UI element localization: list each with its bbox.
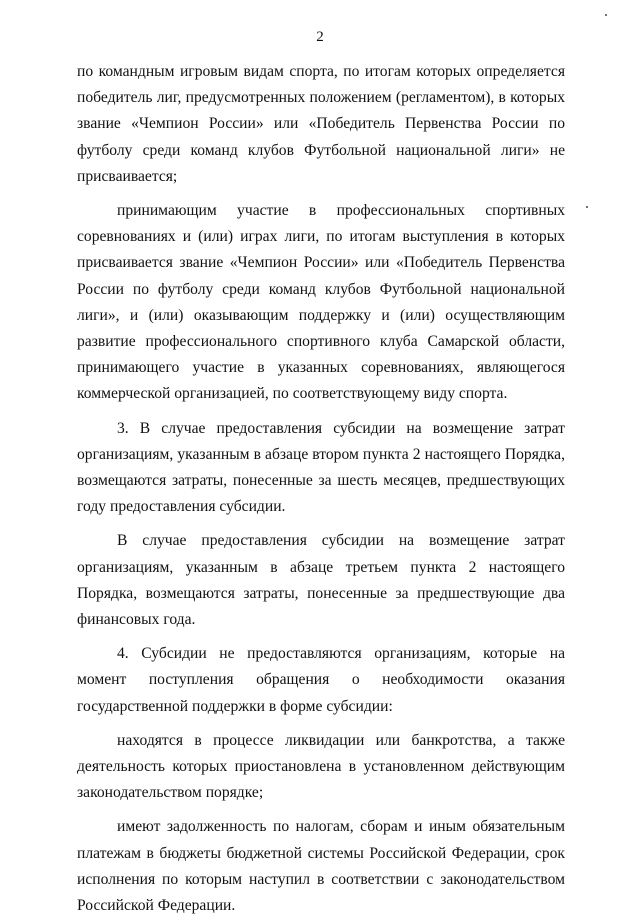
paragraph-5: 4. Субсидии не предоставляются организациям, которые на момент поступления обращения о необходимости оказания государственной поддержки в форме субсидии: xyxy=(77,645,565,715)
document-body xyxy=(77,59,565,919)
paragraph-2: принимающим участие в профессиональных спортивных соревнованиях и (или) играх лиги, по итогам выступления в которых присваивается звание «Чемпион России» или «Победитель Первенства России по футболу среди команд клубов Футбольной национальной лиги», и (или) оказывающим поддержку и (или) осуществляющим развитие профессионального спортивного клуба Самарской области, принимающего участие в указанных соревнованиях, являющегося коммерческой организацией, по соответствующему виду спорта. xyxy=(77,202,565,403)
page-number: 2 xyxy=(316,29,324,45)
paragraph-1: по командным игровым видам спорта, по итогам которых определяется победитель лиг, предусмотренных положением (регламентом), в которых звание «Чемпион России» или «Победитель Первенства России по футболу среди команд клубов Футбольной национальной лиги» не присваивается; xyxy=(77,63,565,185)
paragraph-4: В случае предоставления субсидии на возмещение затрат организациям, указанным в абзаце третьем пункта 2 настоящего Порядка, возмещаются затраты, понесенные за предшествующие два финансовых года. xyxy=(77,532,565,629)
paragraph-3: 3. В случае предоставления субсидии на возмещение затрат организациям, указанным в абзаце втором пункта 2 настоящего Порядка, возмещаются затраты, понесенные за шесть месяцев, предшествующих году предоставления субсидии. xyxy=(77,419,565,516)
paragraph-6: находятся в процессе ликвидации или банкротства, а также деятельность которых приостановлена в установленном действующим законодательством порядке; xyxy=(77,731,565,802)
scan-dot-top-right xyxy=(605,14,607,16)
paragraph-7: имеют задолженность по налогам, сборам и иным обязательным платежам в бюджеты бюджетной системы Российской Федерации, срок исполнения по которым наступил в соответствии с законодательством Российской Федерации. xyxy=(77,818,565,915)
scan-dot-right xyxy=(586,206,588,208)
